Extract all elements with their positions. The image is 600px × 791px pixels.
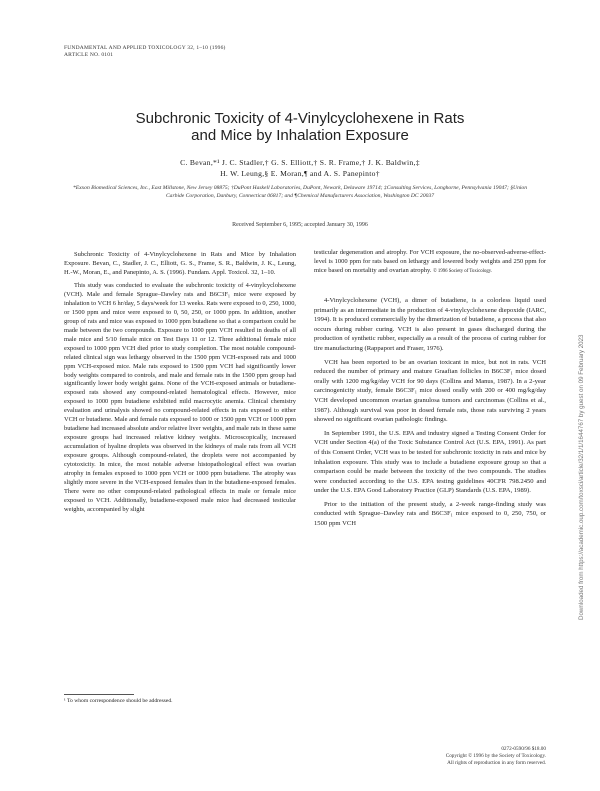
journal-citation-line: FUNDAMENTAL AND APPLIED TOXICOLOGY 32, 1–10 (1996) <box>64 45 226 51</box>
journal-header <box>64 45 226 59</box>
body-paragraph-1: 4-Vinylcyclohexene (VCH), a dimer of butadiene, is a colorless liquid used primarily as an intermediate in the production of 4-vinylcyclohexene diepoxide (IARC, 1994). It is produced commercially by the dimerization of butadiene, a process that also occurs during rubber curing. VCH is also present in gases discharged during the production of synthetic rubber, especially as a result of the process of curing rubber for tire manufacturing (Rappaport and Fraser, 1976). <box>314 297 546 352</box>
abstract-continued-text: testicular degeneration and atrophy. For VCH exposure, the no-observed-adverse-effect-level is 1000 ppm for rats based on lethargy and lowered body weights and 250 ppm for mice based on mortality and ovarian atrophy. <box>314 249 546 275</box>
title-line-2: and Mice by Inhalation Exposure <box>191 127 409 144</box>
issn-price: 0272-0590/96 $18.00 <box>501 746 546 752</box>
download-watermark-text: Downloaded from https://academic.oup.com/toxsci/article/32/1/1/1644767 by guest on 09 February 2023 <box>578 334 585 620</box>
publisher-info <box>440 746 546 766</box>
footnote-divider <box>64 694 134 695</box>
received-dates: Received September 6, 1995; accepted January 30, 1996 <box>232 222 368 228</box>
affiliations: *Exxon Biomedical Sciences, Inc., East Millstone, New Jersey 08875; †DuPont Haskell Laboratories, DuPont, Newark, Delaware 19714; ‡Consulting Services, Longhorne, Pennsylvania 19047; §Union Carbide Corporation, Danbury, Connecticut 06817; and ¶Chemical Manufacturers Association, Washington DC 20037 <box>72 185 528 199</box>
body-text <box>314 296 546 529</box>
abstract-continued <box>314 248 546 276</box>
citation-text: Subchronic Toxicity of 4-Vinylcyclohexene in Rats and Mice by Inhalation Exposure. Bevan, C., Stadler, J. C., Elliott, G. S., Frame, S. R., Baldwin, J. K., Leung, H.-W., Moran, E., and Panepinto, A. S. (1996). Fundam. Appl. Toxicol. 32, 1–10. <box>64 251 296 277</box>
authors-line-2: H. W. Leung,§ E. Moran,¶ and A. S. Panepinto† <box>220 169 380 178</box>
body-paragraph-2: VCH has been reported to be an ovarian toxicant in mice, but not in rats. VCH reduced the number of primary and mature Graafian follicles in B6C3F₁ mice dosed orally with 1200 mg/kg/day VCH for 90 days (Collins and Manus, 1987). In a 2-year carcinogenicity study, female B6C3F₁ mice dosed orally with 200 or 400 mg/kg/day VCH developed uncommon ovarian granulosa tumors and carcinomas (Collins et al., 1987). Although survival was poor in dosed female rats, those rats surviving 2 years showed no significant ovarian pathologic findings. <box>314 358 546 424</box>
rights-line: All rights of reproduction in any form reserved. <box>447 759 546 766</box>
abstract-text: This study was conducted to evaluate the subchronic toxicity of 4-vinylcyclohexene (VCH). Male and female Sprague–Dawley rats and B6C3F₁ mice were exposed by inhalation to VCH 6 hr/day, 5 days/week for 13 weeks. Rats were exposed to 0, 250, 1000, or 1500 ppm and mice were exposed to 0, 50, 250, or 1000 ppm. In addition, another group of rats and mice was exposed to 1000 ppm butadiene so that a comparison could be made between the two compounds. Exposure to 1000 ppm VCH resulted in deaths of all male mice and 5/10 female mice on Test Days 11 or 12. Three additional female mice exposed to 1000 ppm VCH died prior to study completion. The most notable compound-related clinical sign was lethargy observed in the 1500 ppm VCH-exposed rats and 1000 ppm VCH-exposed mice. Male rats exposed to 1500 ppm VCH had significantly lower body weights compared to controls, and male and female rats in the 1500 ppm group had significantly lower body weight gains. None of the VCH-exposed animals or butadiene-exposed rats showed any compound-related hematological effects. However, mice exposed to 1000 ppm butadiene exhibited mild macrocytic anemia. Clinical chemistry evaluation and urinalysis showed no compound-related effects in rats exposed to either VCH or butadiene. Male and female rats exposed to 1000 or 1500 ppm VCH or 1000 ppm butadiene had increased absolute and/or relative liver weights, and male rats in these same exposure groups had increased relative kidney weights. Microscopically, increased accumulation of hyaline droplets was observed in the kidneys of male rats from all VCH exposure groups. Although compound-related, the droplets were not accompanied by cytotoxicity. In mice, the most notable adverse histopathological effect was ovarian atrophy in females exposed to 1000 ppm VCH or 1000 ppm butadiene. The atrophy was slightly more severe in the VCH-exposed females than in the butadiene-exposed females. There were no other compound-related pathological effects in male or female mice exposed to VCH. Additionally, butadiene-exposed male mice had decreased testicular weights, accompanied by slight <box>64 282 296 513</box>
title-line-1: Subchronic Toxicity of 4-Vinylcyclohexene in Rats <box>135 110 465 127</box>
footnote: ¹ To whom correspondence should be addressed. <box>64 698 173 704</box>
body-paragraph-3: In September 1991, the U.S. EPA and industry signed a Testing Consent Order for VCH under Section 4(a) of the Toxic Substance Control Act (U.S. EPA, 1991). As part of this Consent Order, VCH was to be tested for subchronic toxicity in rats and mice by inhalation exposure. This study was to include a butadiene exposure group so that a comparison could be made between the toxicity of the two compounds. The studies were conducted according to the U.S. EPA testing guidelines 40CFR 798.2450 and under the U.S. EPA Good Laboratory Practice (GLP) Standards (U.S. EPA, 1989). <box>314 429 546 495</box>
authors-line-1: C. Bevan,*¹ J. C. Stadler,† G. S. Elliott,† S. R. Frame,† J. K. Baldwin,‡ <box>180 158 420 167</box>
body-paragraph-4: Prior to the initiation of the present study, a 2-week range-finding study was conducted with Sprague–Dawley rats and B6C3F₁ mice exposed to 0, 250, 750, or 1500 ppm VCH <box>314 500 546 528</box>
author-list <box>60 157 540 179</box>
article-number: ARTICLE NO. 0101 <box>64 52 114 58</box>
download-watermark <box>570 180 585 620</box>
article-title <box>60 110 540 144</box>
copyright-line: Copyright © 1996 by the Society of Toxicology. <box>445 752 546 759</box>
abstract <box>64 282 296 515</box>
copyright-note: © 1996 Society of Toxicology. <box>433 269 493 275</box>
citation-block <box>64 250 296 277</box>
